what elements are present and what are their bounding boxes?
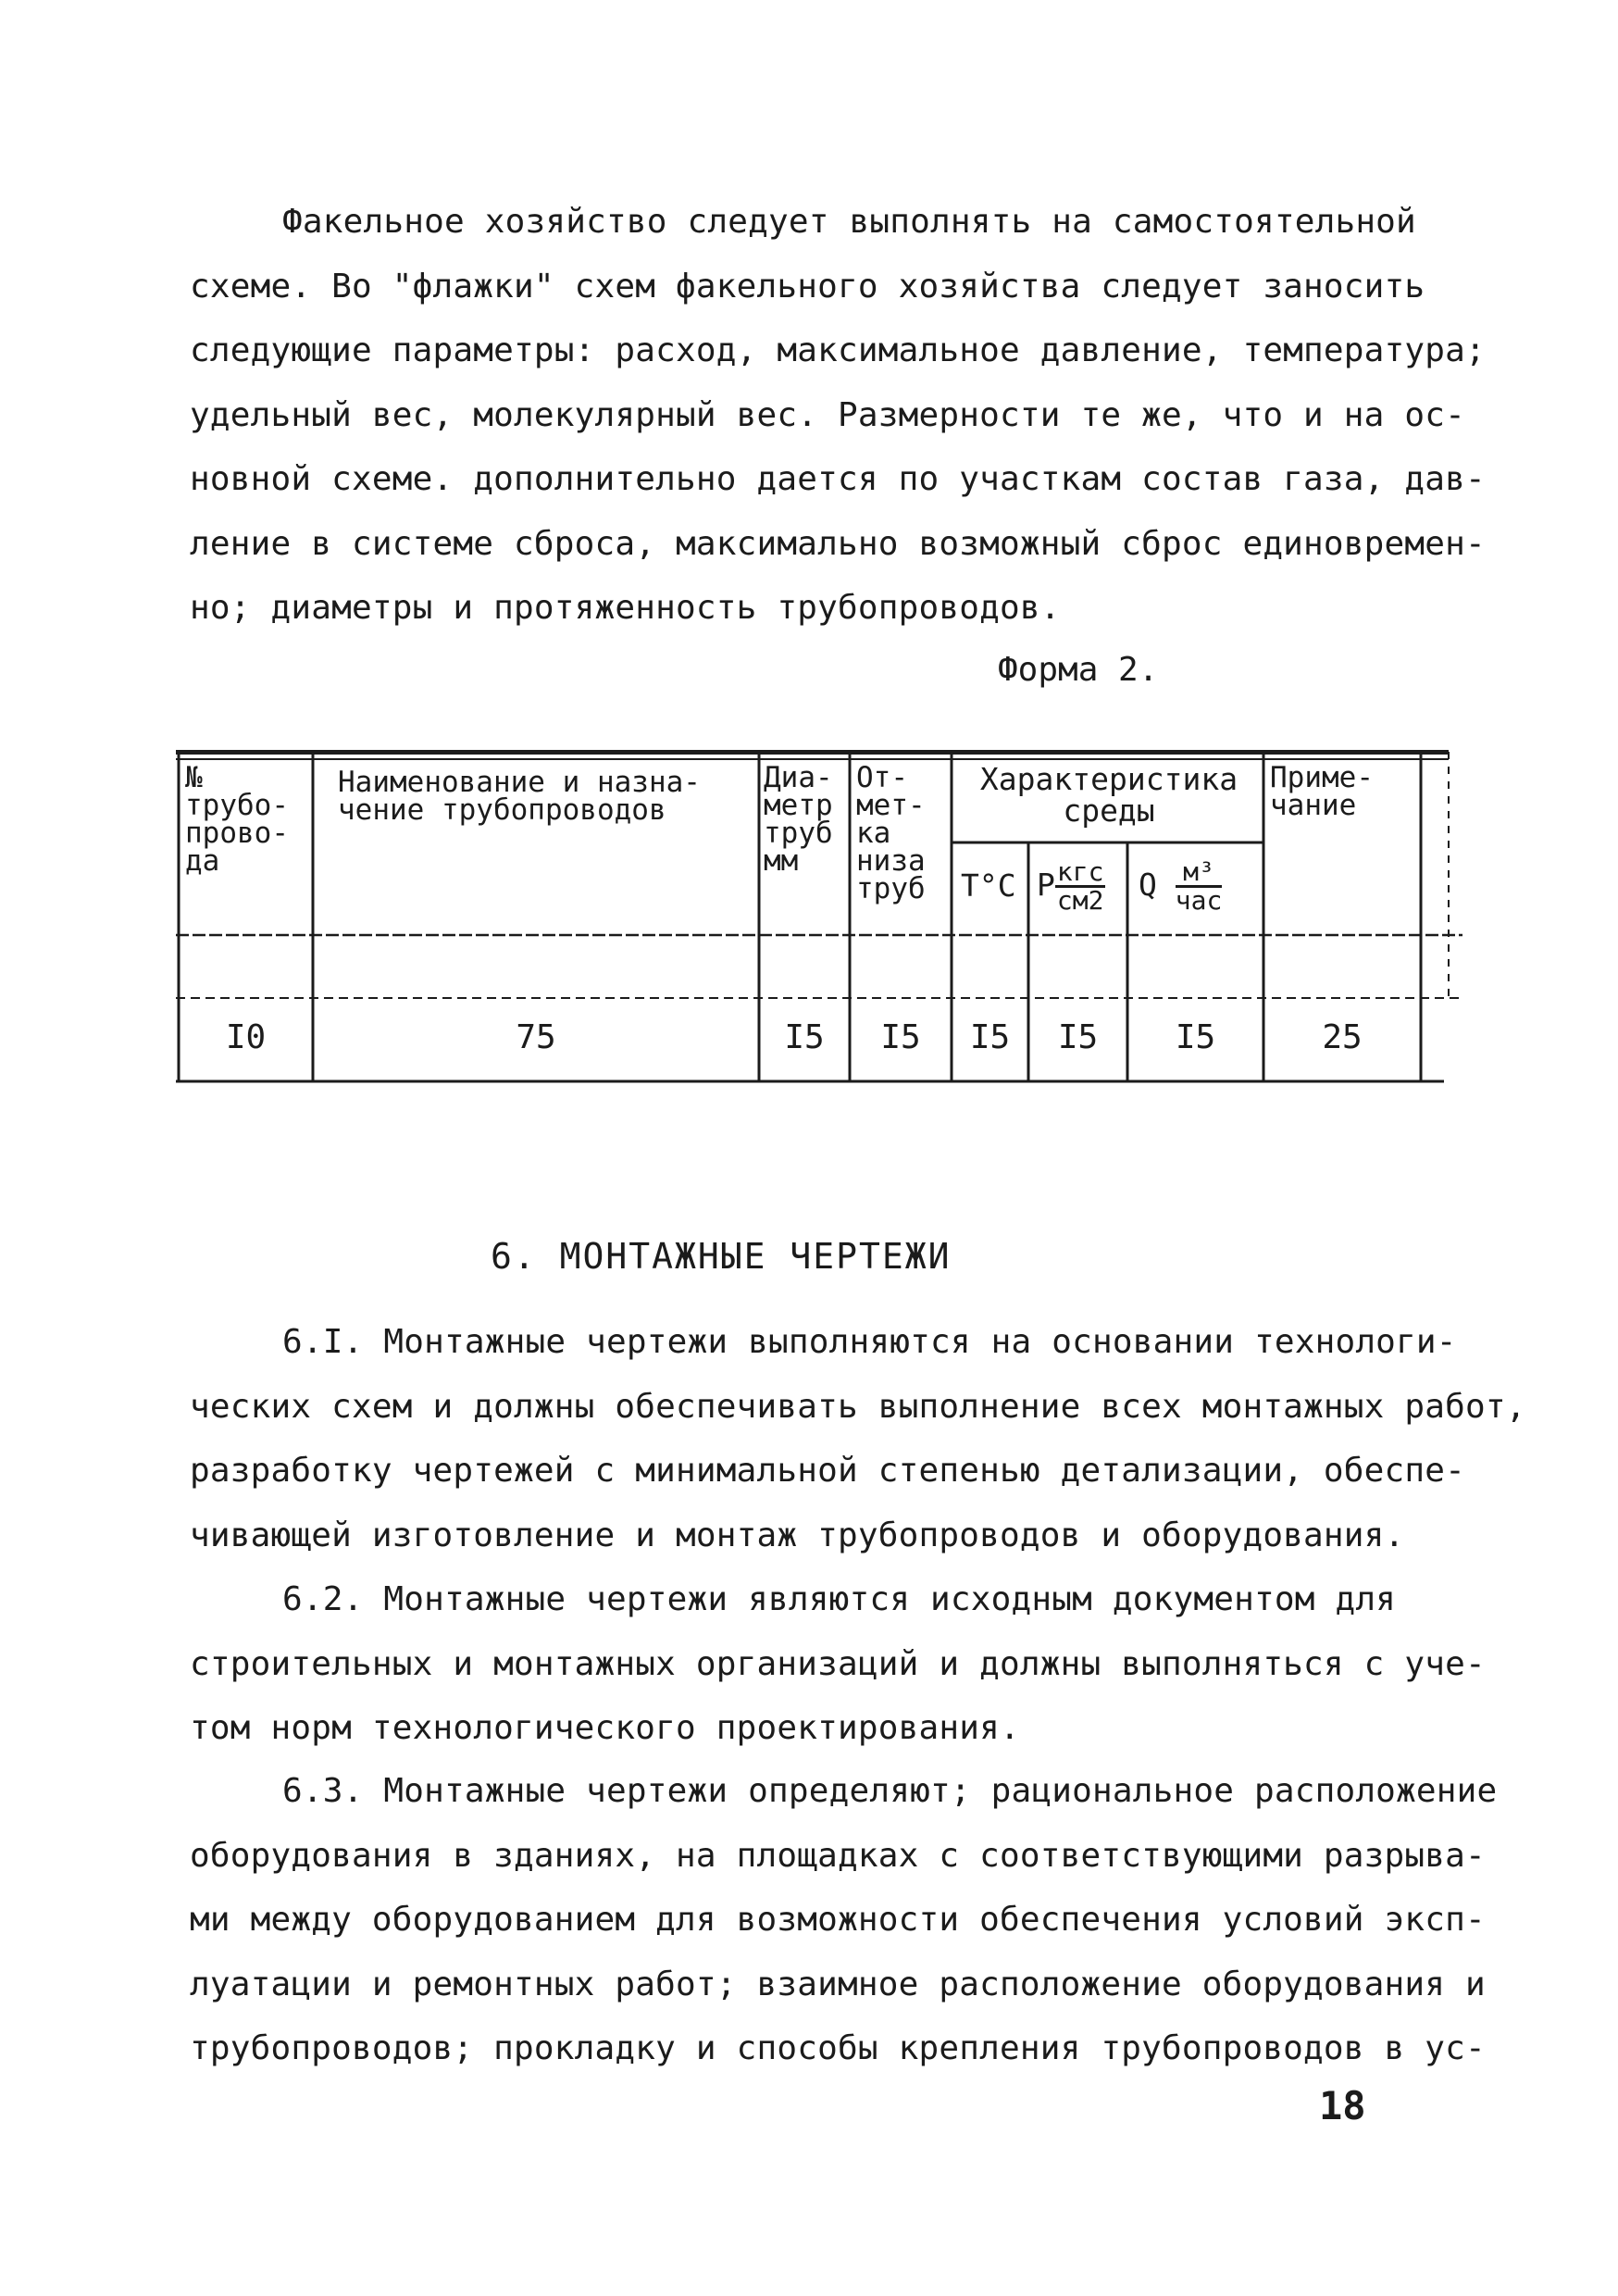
- text-line: луатации и ремонтных работ; взаимное расположение оборудования и: [190, 1965, 1486, 2003]
- header-flow-letter: Q: [1139, 867, 1157, 903]
- form-label: Форма 2.: [998, 651, 1159, 689]
- width-col-2: 75: [516, 1018, 556, 1056]
- pressure-unit-fraction: [1055, 856, 1106, 916]
- text-line: ление в системе сброса, максимально возможный сброс единовремен-: [190, 524, 1486, 563]
- header-line: №: [185, 761, 203, 794]
- header-line: чание: [1270, 789, 1357, 822]
- width-col-4: I5: [880, 1018, 921, 1056]
- header-pressure: [1037, 856, 1105, 916]
- width-col-1: I0: [225, 1018, 267, 1056]
- header-line: От-: [856, 761, 908, 794]
- text-line: новной схеме. дополнительно дается по участкам состав газа, дав-: [190, 460, 1486, 498]
- text-line: том норм технологического проектирования.: [190, 1709, 1020, 1747]
- header-line: Приме-: [1270, 761, 1374, 794]
- text-line: строительных и монтажных организаций и должны выполняться с уче-: [190, 1644, 1486, 1683]
- pipeline-form-table: [176, 750, 1462, 1083]
- header-line: мм: [764, 844, 799, 878]
- paragraph-6-1: [190, 1310, 1526, 1567]
- text-line: оборудования в зданиях, на площадках с соответствующими разрыва-: [190, 1836, 1486, 1875]
- header-pipe-number: [185, 761, 289, 878]
- text-line: следующие параметры: расход, максимальное давление, температура;: [190, 331, 1486, 369]
- header-line: да: [185, 844, 220, 878]
- header-flow-rate: [1139, 856, 1223, 916]
- width-col-5: I5: [969, 1018, 1011, 1056]
- header-line: мет-: [856, 789, 926, 822]
- header-pressure-letter: Р: [1037, 867, 1055, 903]
- text-line: трубопроводов; прокладку и способы крепления трубопроводов в ус-: [190, 2029, 1486, 2067]
- page-number: 18: [1319, 2083, 1366, 2128]
- header-pipe-name: [338, 766, 701, 827]
- text-line: 6.2. Монтажные чертежи являются исходным документом для: [282, 1580, 1397, 1618]
- paragraph-6-2: [190, 1567, 1486, 1761]
- text-line: Факельное хозяйство следует выполнять на самостоятельной: [282, 203, 1416, 241]
- header-line: Диа-: [764, 761, 833, 794]
- text-line: удельный вес, молекулярный вес. Размерности те же, что и на ос-: [190, 395, 1466, 434]
- header-elevation: [856, 761, 926, 905]
- header-line: труб: [764, 817, 833, 850]
- header-line: чение трубопроводов: [338, 793, 666, 827]
- header-diameter: [764, 761, 833, 878]
- header-line: труб: [856, 872, 926, 905]
- width-col-6: I5: [1057, 1018, 1099, 1056]
- header-note: [1270, 761, 1374, 822]
- text-line: разработку чертежей с минимальной степенью детализации, обеспе-: [190, 1452, 1466, 1490]
- intro-paragraph: [190, 190, 1486, 641]
- text-line: чивающей изготовление и монтаж трубопроводов и оборудования.: [190, 1516, 1405, 1554]
- text-line: ми между оборудованием для возможности обеспечения условий эксп-: [190, 1901, 1486, 1939]
- header-line: Наименование и назна-: [338, 766, 701, 799]
- header-line: метр: [764, 789, 833, 822]
- fraction-denominator: час: [1175, 885, 1223, 916]
- header-line: прово-: [185, 817, 289, 850]
- text-line: 6.I. Монтажные чертежи выполняются на основании технологи-: [282, 1323, 1457, 1361]
- fraction-numerator: м³: [1176, 859, 1223, 888]
- width-col-7: I5: [1175, 1018, 1216, 1056]
- text-line: схеме. Во "флажки" схем факельного хозяйства следует заносить: [190, 267, 1425, 306]
- text-line: но; диаметры и протяженность трубопроводов.: [190, 589, 1061, 627]
- header-temperature: Т°С: [961, 867, 1016, 904]
- paragraph-6-3: [190, 1759, 1498, 2081]
- header-medium-characteristics: [961, 761, 1257, 829]
- fraction-numerator: кгс: [1056, 856, 1104, 887]
- text-line: 6.3. Монтажные чертежи определяют; рациональное расположение: [282, 1772, 1498, 1810]
- width-col-3: I5: [784, 1018, 825, 1056]
- header-line: низа: [856, 844, 926, 878]
- section-title: 6. МОНТАЖНЫЕ ЧЕРТЕЖИ: [491, 1236, 952, 1277]
- header-line: ка: [856, 817, 891, 850]
- header-line: среды: [1063, 792, 1155, 829]
- width-col-8: 25: [1322, 1018, 1363, 1056]
- text-line: ческих схем и должны обеспечивать выполнение всех монтажных работ,: [190, 1387, 1526, 1426]
- fraction-denominator: см2: [1056, 885, 1104, 916]
- flow-unit-fraction: [1175, 856, 1223, 916]
- header-line: трубо-: [185, 789, 289, 822]
- header-line: Характеристика: [979, 761, 1238, 797]
